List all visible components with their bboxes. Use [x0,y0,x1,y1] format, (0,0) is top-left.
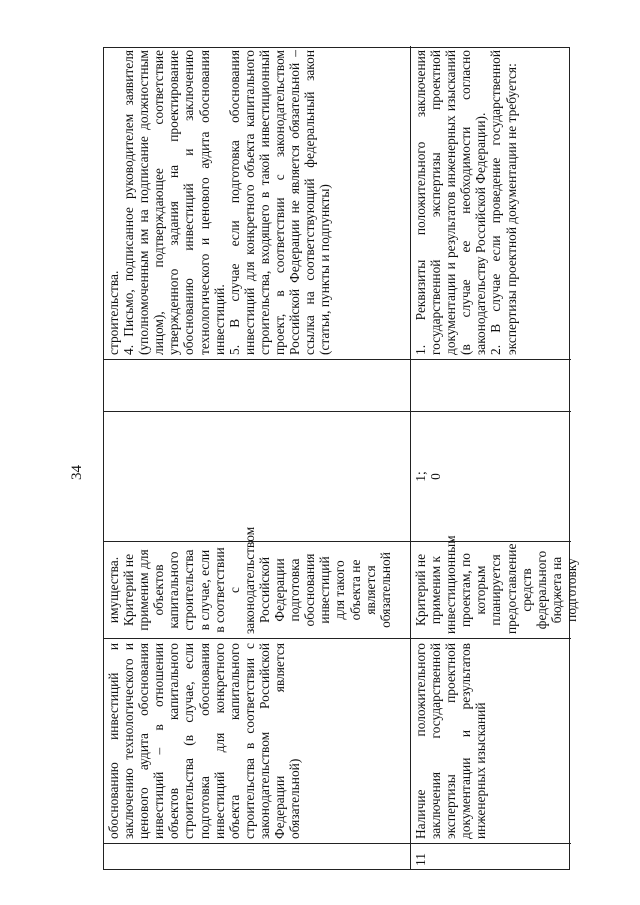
row-number-cell [104,843,411,869]
empty-cell [411,359,571,411]
score-cell [104,411,411,541]
row-number-cell: 11 [411,843,571,869]
rotated-table-wrapper [103,47,579,870]
criterion-value-cell: имущества. Критерий не применим для объектов капитального строительства в случае, если в соответствии с законодательством Российской Федерации подготовка обоснования инвестиций для такого объекта не является обязательной [104,541,411,638]
documents-cell: 1. Реквизиты положительного заключения государственной экспертизы проектной документации и результатов инженерных изысканий (в случае ее необходимости согласно законодательству Российской Федерации). 2. В случае если проведение государственной экспертизы проектной документации не требуется: [413,50,519,355]
empty-cell [104,359,411,411]
criteria-table [103,47,579,870]
criterion-description-cell: Наличие положительного заключения государственной экспертизы проектной документации и результатов инженерных изысканий [411,638,571,843]
criterion-description-cell: обоснованию инвестиций и заключению технологического и ценового аудита обоснования инвестиций – в отношении объектов капитального строительства (в случае, если подготовка обоснования инвестиций для конкретного объекта капитального строительства в соответствии с законодательством Российской Федерации является обязательной) [104,638,411,843]
criterion-value-cell: Критерий не применим к инвестиционным проектам, по которым планируется предоставление средств федерального бюджета на подготовку [411,541,571,638]
documents-cell: строительства. 4. Письмо, подписанное руководителем заявителя (уполномоченным им на подписание должностным лицом), подтверждающее соответствие утвержденного задания на проектирование обоснованию инвестиций и заключению технологического и ценового аудита обоснования инвестиций. 5. В случае если подготовка обоснования инвестиций для конкретного объекта капитального строительства, входящего в такой инвестиционный проект, в соответствии с законодательством Российской Федерации не является обязательной – ссылка на соответствующий федеральный закон (статьи, пункты и подпункты) [104,46,411,359]
score-cell: 1; 0 [411,411,571,541]
page-number: 34 [69,465,85,480]
